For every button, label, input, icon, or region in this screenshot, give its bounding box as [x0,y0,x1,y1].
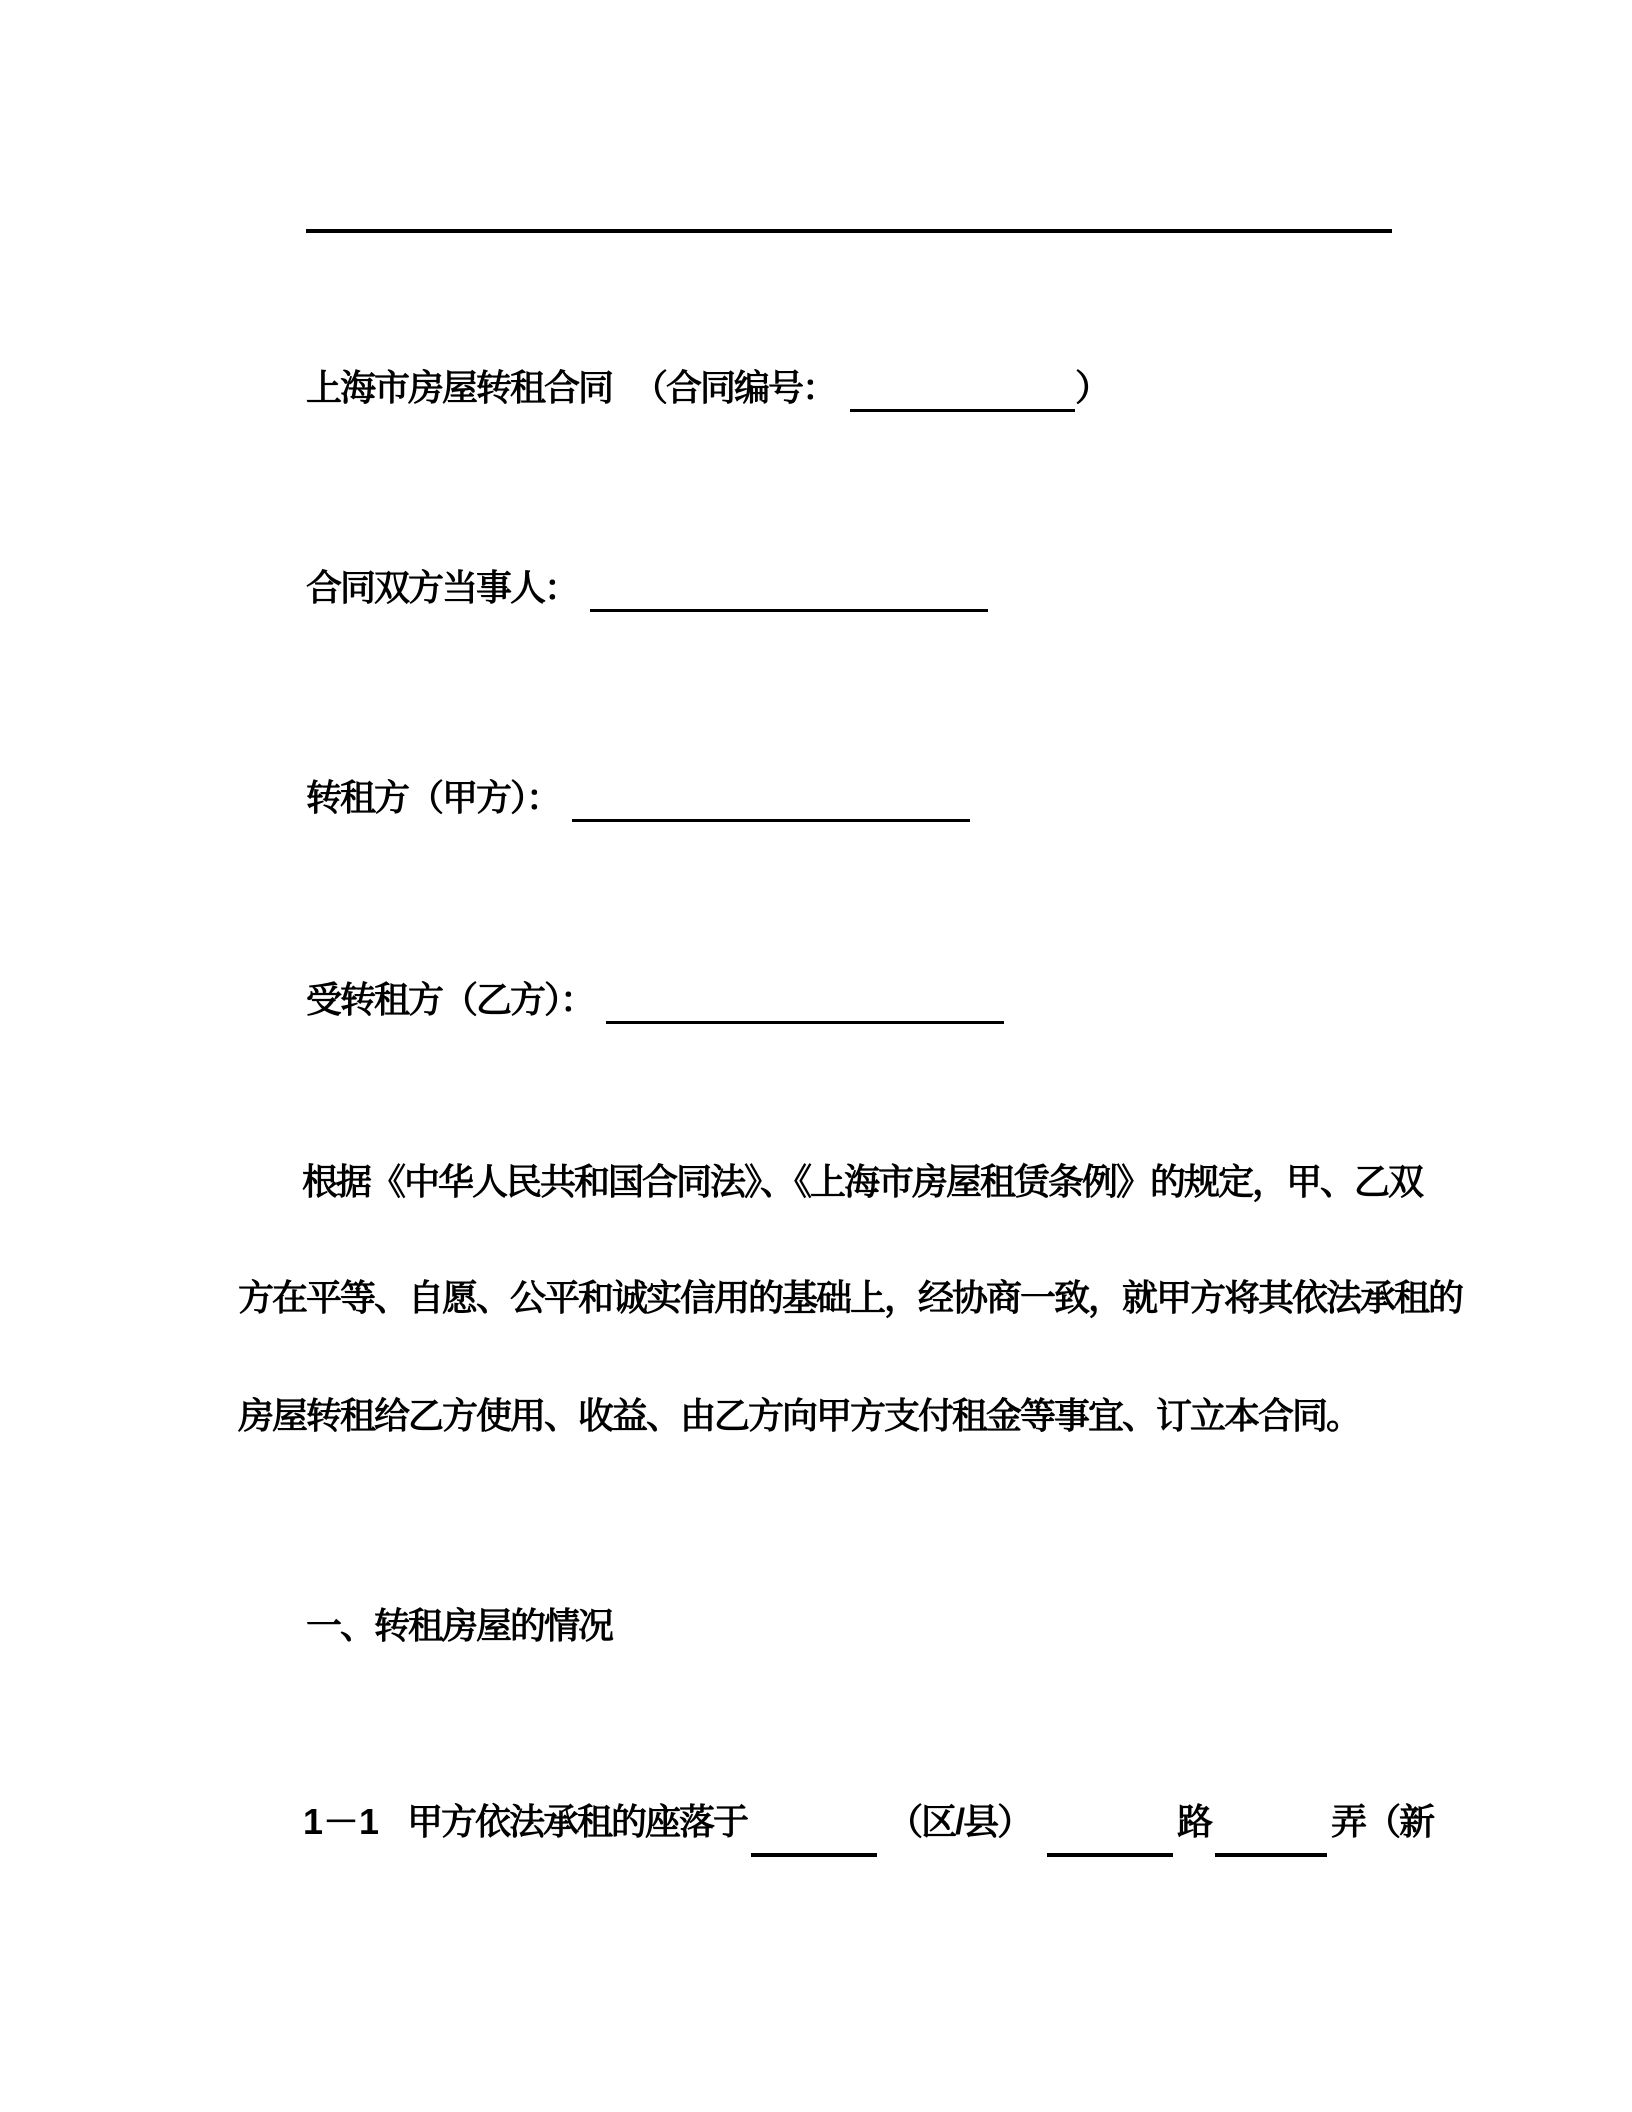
preamble-line-1 [302,1160,1422,1204]
parties-line [306,566,988,610]
preamble-line-2 [238,1276,1462,1320]
sublessor-label: 转租方（甲方）： [306,777,561,818]
road-name-blank[interactable] [1047,1809,1173,1857]
parties-label: 合同双方当事人： [306,567,579,608]
header-rule [306,229,1392,233]
parties-names-blank[interactable] [590,569,988,612]
sublessor-name-blank[interactable] [572,779,970,822]
sublessee-name-blank[interactable] [606,981,1004,1024]
title-line [306,366,1109,410]
sublessee-label: 受转租方（乙方）： [306,979,595,1020]
district-blank[interactable] [751,1809,877,1857]
lane-label: 弄（新 [1331,1801,1434,1842]
contract-number-blank[interactable] [850,369,1075,412]
sublessee-line [306,978,1004,1022]
road-label: 路 [1177,1801,1212,1842]
section-one-heading-text: 一、转租房屋的情况 [306,1605,613,1646]
clause-number: 1－1 [303,1801,380,1842]
preamble-text-2: 方在平等、自愿、公平和诚实信用的基础上，经协商一致，就甲方将其依法承租的 [238,1277,1463,1318]
clause-1-1-line [303,1800,1433,1844]
preamble-text-1: 根据《中华人民共和国合同法》、《上海市房屋租赁条例》的规定，甲、乙双 [302,1161,1423,1202]
preamble-text-3: 房屋转租给乙方使用、收益、由乙方向甲方支付租金等事宜、订立本合同。 [238,1395,1361,1436]
sublessor-line [306,776,970,820]
document-title: 上海市房屋转租合同 [306,367,613,408]
clause-lead-text: 甲方依法承租的座落于 [407,1801,748,1842]
district-label: （区/县） [887,1801,1032,1842]
section-one-heading [306,1604,612,1648]
lane-number-blank[interactable] [1215,1809,1327,1857]
contract-number-label: （合同编号： [632,367,837,408]
contract-number-close-paren: ） [1075,367,1110,408]
preamble-line-3 [238,1394,1360,1438]
